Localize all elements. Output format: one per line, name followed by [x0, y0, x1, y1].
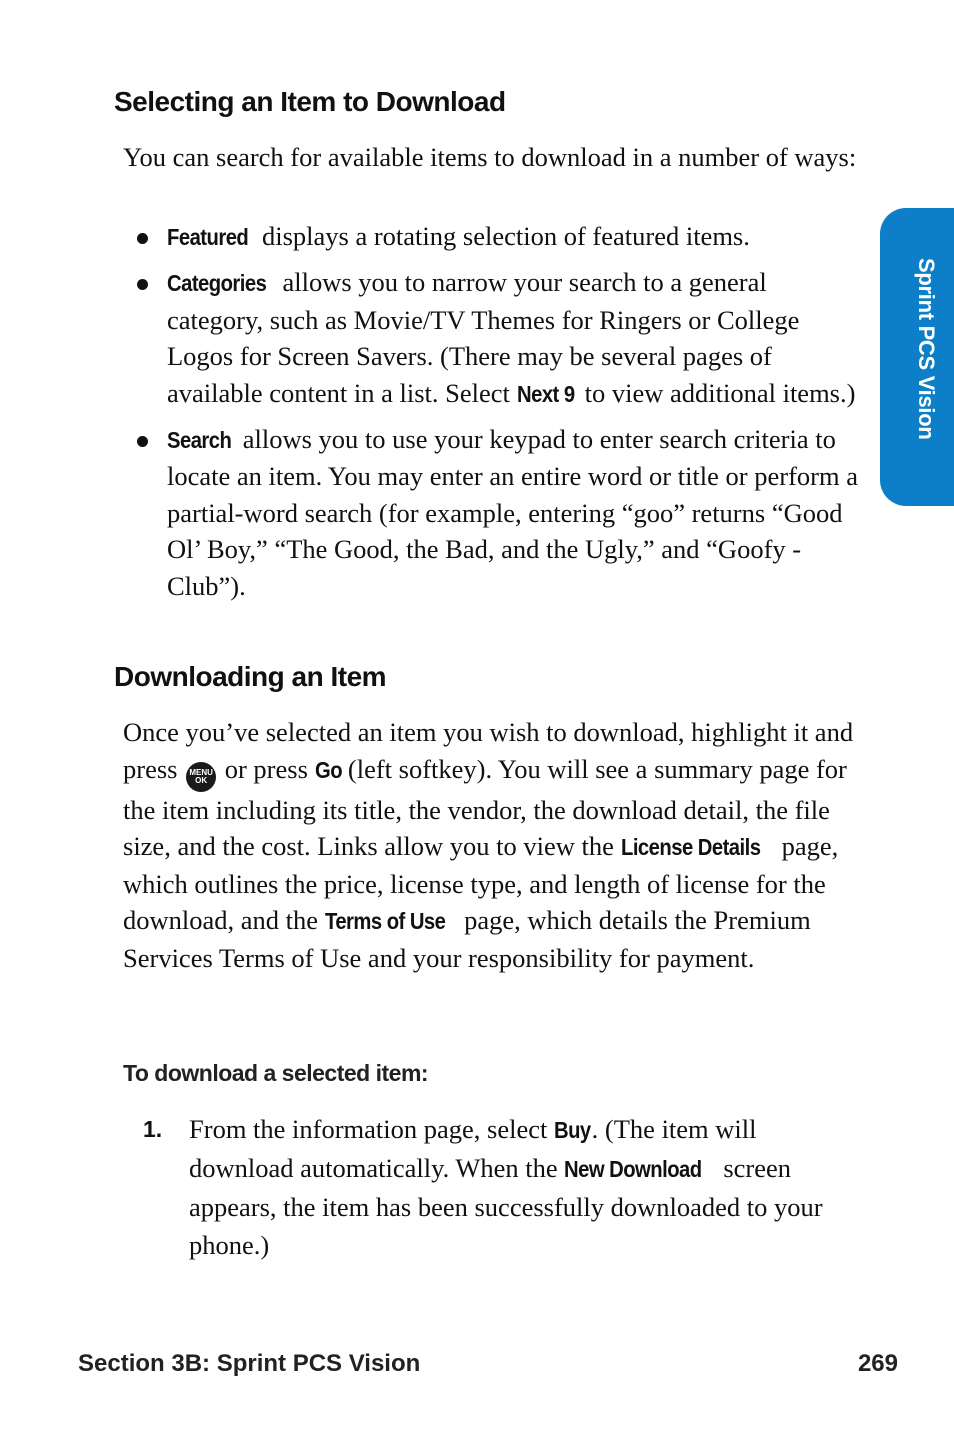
text-run: (left softkey). You will see a summary page for the item including its title, the vendor, the download detail, the file size, and the cost. Links allow you to view the [123, 753, 847, 861]
list-item-search [123, 421, 868, 605]
procedure-lead-in: To download a selected item: [123, 1060, 429, 1086]
term-new-download: New Download [564, 1156, 702, 1182]
footer-page-number: 269 [857, 1350, 898, 1377]
bullet-icon [137, 279, 148, 290]
text-run: screen appears, the item has been successfully downloaded to your phone.) [189, 1153, 823, 1260]
heading-selecting-item: Selecting an Item to Download [114, 86, 506, 117]
text-run: page, which details the Premium Services Terms of Use and your responsibility for payment. [123, 905, 811, 973]
term-search: Search [167, 426, 232, 453]
step-1 [143, 1110, 858, 1264]
term-license-details: License Details [620, 834, 760, 860]
download-paragraph [123, 714, 868, 976]
list-item-featured [123, 218, 868, 256]
categories-description-end: to view additional items.) [577, 377, 856, 408]
search-methods-list [123, 218, 868, 613]
term-terms-of-use: Terms of Use [324, 908, 446, 934]
footer-section-title: Section 3B: Sprint PCS Vision [78, 1350, 421, 1377]
categories-description: allows you to narrow your search to a general category, such as Movie/TV Themes for Ringers or College Logos for Screen Savers. (There may be several pages of available content in a list. Select [167, 267, 800, 408]
menu-ok-key-icon [186, 762, 216, 792]
bullet-icon [137, 233, 148, 244]
text-run: Once you’ve selected an item you wish to download, highlight it and press [123, 717, 854, 784]
term-go: Go [314, 756, 342, 783]
text-run: page, which outlines the price, license type, and length of license for the download, and the [123, 831, 839, 935]
text-run: From the information page, select [189, 1114, 555, 1144]
term-buy: Buy [554, 1117, 591, 1143]
text-run: . (The item will download automatically. When the [189, 1114, 757, 1183]
list-item-categories [123, 264, 868, 412]
side-tab-label: Sprint PCS Vision [914, 258, 939, 440]
step-number: 1. [143, 1116, 163, 1142]
term-featured: Featured [167, 224, 249, 250]
term-next-9: Next 9 [516, 380, 575, 407]
heading-downloading-item: Downloading an Item [114, 661, 387, 692]
featured-description: displays a rotating selection of featured items. [255, 221, 750, 251]
key-label-bottom: OK [195, 775, 208, 785]
search-description: allows you to use your keypad to enter search criteria to locate an item. You may enter an entire word or title or perform a partial-word search (for example, entering “goo” returns “Good Ol’ Boy,” “The Good, the Bad, and the Ugly,” and “Goofy - Club”). [167, 423, 858, 601]
text-run: or press [218, 753, 315, 784]
bullet-icon [137, 436, 148, 447]
intro-paragraph: You can search for available items to download in a number of ways: [123, 142, 857, 172]
term-categories: Categories [167, 270, 267, 296]
key-label-top: MENU [189, 767, 213, 777]
step-text [189, 1110, 858, 1264]
